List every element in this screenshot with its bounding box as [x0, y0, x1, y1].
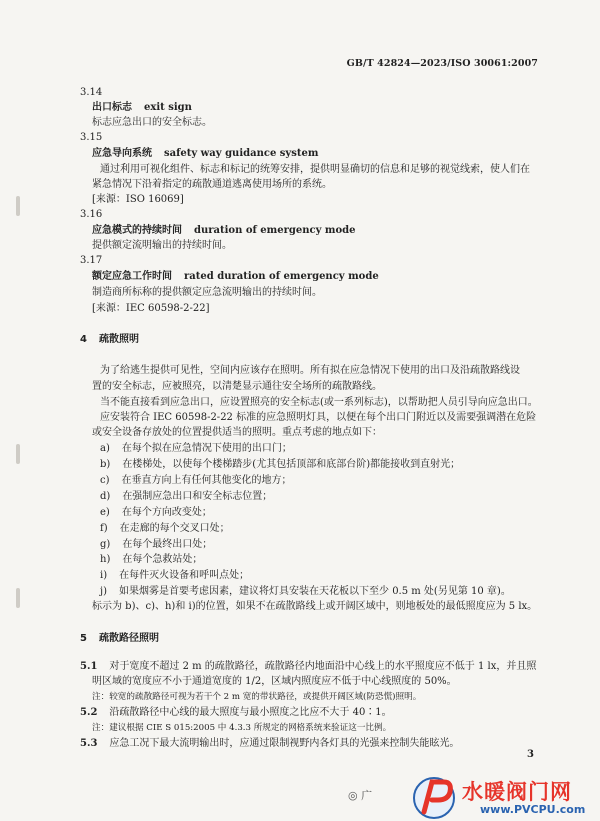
list-text: 在每个急救站处； [122, 554, 203, 565]
binder-hole-mark [16, 444, 20, 464]
wechat-label: 广 [361, 789, 373, 802]
list-text: 如果烟雾是首要考虑因素，建议将灯具安装在天花板以下至少 0.5 m 处(另见第 10 章)。 [119, 586, 511, 597]
watermark-banner [410, 772, 600, 821]
term-heading [92, 224, 538, 238]
watermark-url: www.PVCPU.com [480, 803, 586, 816]
paragraph-line: 为了给逃生提供可见性，空间内应该存在照明。所有拟在应急情况下使用的出口及沿疏散路线设 [100, 365, 520, 376]
clause-5-2 [80, 706, 538, 720]
list-label: c) [100, 475, 110, 486]
list-item [100, 490, 538, 504]
term-number: 3.15 [80, 132, 103, 143]
paragraph-line: 或安全设备存放处的位置提供适当的照明。重点考虑的地点如下： [92, 427, 382, 438]
term-definition: 标志应急出口的安全标志。 [92, 117, 212, 128]
clause-5-3 [80, 737, 538, 751]
term-source: [来源：ISO 16069] [92, 194, 184, 205]
list-text: 在每件灭火设备和呼叫点处； [119, 570, 250, 581]
term-en: exit sign [144, 102, 192, 113]
section-title: 疏散路径照明 [98, 633, 159, 644]
clause-5-1 [80, 660, 538, 674]
paragraph-line: 当不能直接看到应急出口，应设置照亮的安全标志(或一系列标志)，以帮助把人员引导向应急出口。 [100, 397, 538, 408]
paragraph-line: 应安装符合 IEC 60598-2-22 标准的应急照明灯具，以便在每个出口门附近以及需要强调潜在危险 [100, 412, 537, 423]
list-item [100, 538, 538, 552]
section-number: 4 [80, 334, 87, 345]
clause-number: 5.1 [80, 661, 98, 672]
list-text: 在每个拟在应急情况下使用的出口门； [121, 443, 292, 454]
clause-text: 沿疏散路径中心线的最大照度与最小照度之比应不大于 40∶1。 [109, 707, 392, 718]
closing-paragraph: 标示为 b)、c)、h)和 i)的位置，如果不在疏散路线上或开阔区域中，则地板处的最低照度应为 5 lx。 [92, 601, 538, 612]
list-label: j) [100, 586, 108, 597]
list-item [100, 474, 538, 488]
list-item [100, 585, 538, 599]
list-label: g) [100, 539, 111, 550]
term-heading [92, 101, 538, 115]
wechat-icon: ◎ [348, 789, 358, 802]
list-item [100, 569, 538, 583]
clause-note: 注：较宽的疏散路径可视为若干个 2 m 宽的带状路径，或提供开阔区域(防恐慌)照明。 [92, 692, 422, 702]
list-item [100, 458, 538, 472]
section-4-heading [80, 333, 538, 347]
clause-note: 注：建议根据 CIE S 015:2005 中 4.3.3 所规定的网格系统来验证这一比例。 [92, 723, 392, 733]
page-number: 3 [527, 749, 534, 760]
term-number: 3.16 [80, 209, 103, 220]
section-title: 疏散照明 [98, 334, 139, 345]
watermark-site-name: 水暖阀门网 [462, 780, 572, 804]
list-label: i) [100, 570, 108, 581]
term-cn: 额定应急工作时间 [92, 271, 172, 282]
term-definition: 通过利用可视化组件、标志和标记的统筹安排，提供明显确切的信息和足够的视觉线索，使人们在 [100, 164, 530, 175]
term-number: 3.14 [80, 87, 103, 98]
binder-hole-mark [16, 588, 20, 608]
section-5-heading [80, 632, 538, 646]
list-label: h) [100, 554, 111, 565]
list-text: 在走廊的每个交叉口处； [119, 523, 230, 534]
term-en: duration of emergency mode [194, 225, 356, 236]
clause-number: 5.3 [80, 738, 98, 749]
list-label: e) [100, 507, 110, 518]
clause-text: 明区域的宽度应不小于通道宽度的 1/2，区域内照度应不低于中心线照度的 50%。 [92, 676, 457, 687]
term-definition: 制造商所标称的提供额定应急流明输出的持续时间。 [92, 287, 322, 298]
term-definition: 紧急情况下沿着指定的疏散通道逃离使用场所的系统。 [92, 179, 332, 190]
clause-number: 5.2 [80, 707, 98, 718]
list-item [100, 442, 538, 456]
list-label: a) [100, 443, 110, 454]
wechat-account-text [348, 787, 372, 803]
term-number: 3.17 [80, 255, 103, 266]
term-source: [来源：IEC 60598-2-22] [92, 303, 210, 314]
list-label: f) [100, 523, 108, 534]
watermark-logo-icon [410, 772, 458, 820]
section-number: 5 [80, 633, 87, 644]
term-cn: 出口标志 [92, 102, 132, 113]
list-text: 在楼梯处，以使每个楼梯踏步(尤其包括顶部和底部台阶)都能接收到直射光； [122, 459, 461, 470]
term-heading [92, 147, 538, 161]
term-heading [92, 270, 538, 284]
paragraph-line: 置的安全标志，应被照亮，以清楚显示通往安全场所的疏散路线。 [92, 381, 382, 392]
standard-number-header: GB/T 42824—2023/ISO 30061:2007 [346, 58, 538, 69]
binder-hole-mark [16, 196, 20, 216]
clause-text: 应急工况下最大流明输出时，应通过限制视野内各灯具的光强来控制失能眩光。 [109, 738, 460, 749]
list-item [100, 506, 538, 520]
term-cn: 应急导向系统 [92, 148, 152, 159]
term-en: rated duration of emergency mode [184, 271, 379, 282]
list-label: b) [100, 459, 111, 470]
list-item [100, 522, 538, 536]
term-cn: 应急模式的持续时间 [92, 225, 182, 236]
term-definition: 提供额定流明输出的持续时间。 [92, 240, 232, 251]
list-text: 在每个最终出口处； [122, 539, 213, 550]
list-text: 在垂直方向上有任何其他变化的地方； [121, 475, 292, 486]
list-label: d) [100, 491, 111, 502]
term-en: safety way guidance system [164, 148, 319, 159]
list-item [100, 553, 538, 567]
list-text: 在强制应急出口和安全标志位置； [122, 491, 273, 502]
list-text: 在每个方向改变处； [121, 507, 212, 518]
clause-text: 对于宽度不超过 2 m 的疏散路径，疏散路径内地面沿中心线上的水平照度应不低于 1 lx，并且照 [109, 661, 537, 672]
